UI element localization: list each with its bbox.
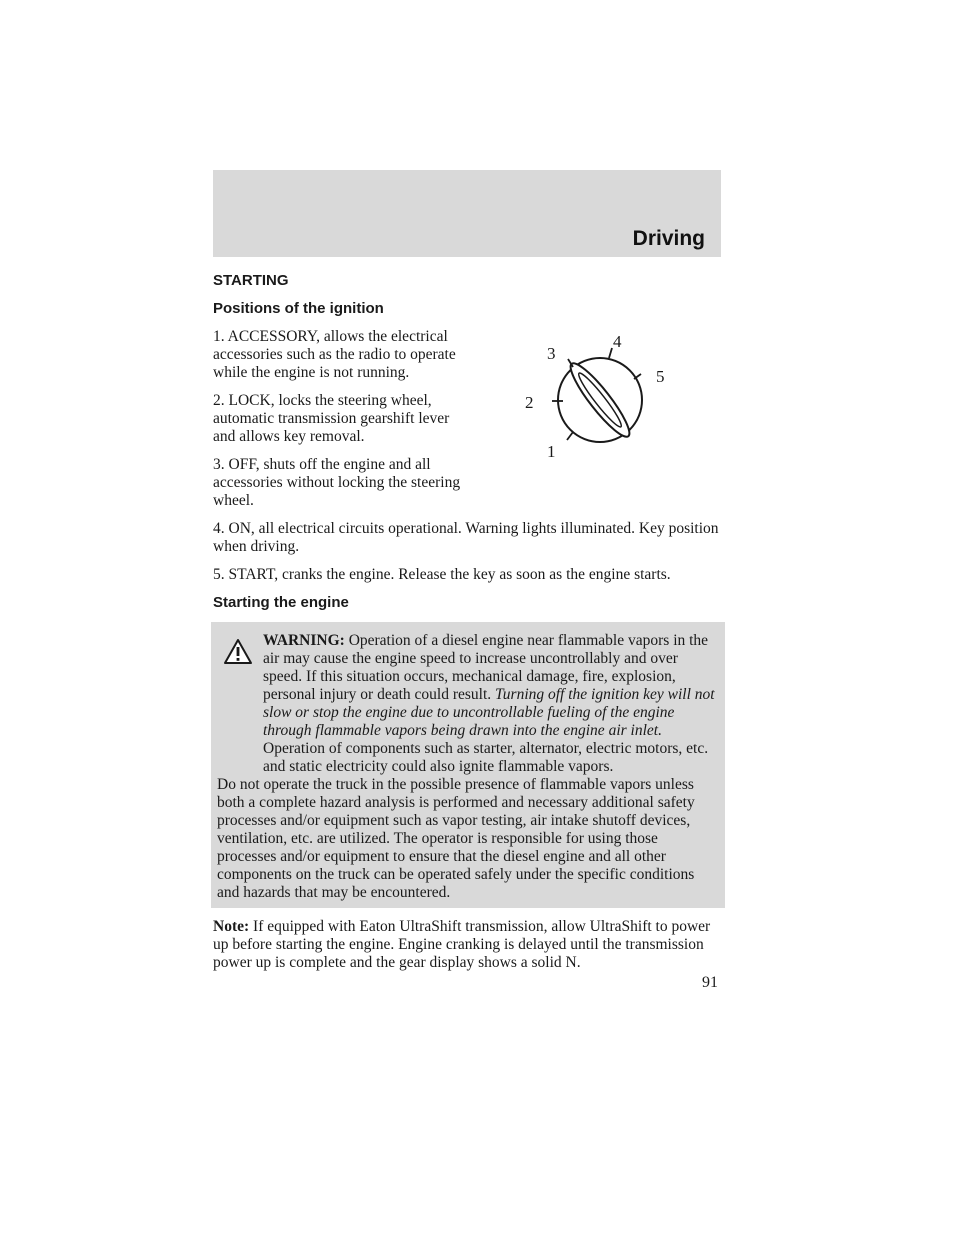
warning-paragraph <box>217 632 719 776</box>
position-item-4: 4. ON, all electrical circuits operational. Warning lights illuminated. Key position when driving. <box>213 520 719 555</box>
position-item-2: 2. LOCK, locks the steering wheel, automatic transmission gearshift lever and allows key removal. <box>213 392 450 445</box>
position-item-5: 5. START, cranks the engine. Release the key as soon as the engine starts. <box>213 566 671 583</box>
position-item-3: 3. OFF, shuts off the engine and all accessories without locking the steering wheel. <box>213 456 461 509</box>
diagram-label-3: 3 <box>547 344 556 363</box>
warning-triangle-icon <box>223 638 253 670</box>
tick-4 <box>609 348 612 358</box>
ignition-positions-heading: Positions of the ignition <box>213 300 384 317</box>
tick-1 <box>567 432 573 440</box>
warning-text-2: Operation of components such as starter, alternator, electric motors, etc. and static electricity could also ignite flammable vapors. <box>263 740 709 775</box>
warning-box <box>211 622 725 908</box>
warning-text-1: Operation of a diesel engine near flammable vapors in the air may cause the engine speed to increase uncontrollably and over speed. If this situation occurs, mechanical damage, fire, explosion, personal injury or death could result. <box>263 632 709 703</box>
position-item-1: 1. ACCESSORY, allows the electrical accessories such as the radio to operate while the engine is not running. <box>213 328 456 381</box>
warning-text-3: Do not operate the truck in the possible presence of flammable vapors unless both a complete hazard analysis is performed and necessary additional safety processes and/or equipment such as vapor testing, air intake shutoff devices, ventilation, etc. are utilized. The operator is responsible for using those processes and/or equipment to ensure that the diesel engine and all other components on the truck can be operated safely under the specific conditions and hazards that may be encountered. <box>217 776 695 901</box>
starting-engine-heading: Starting the engine <box>213 594 349 611</box>
diagram-label-2: 2 <box>525 393 534 412</box>
warning-text-italic: Turning off the ignition key will not slow or stop the engine due to uncontrollable fueling of the engine through flammable vapors being drawn into the engine air inlet. <box>263 686 715 739</box>
note-label: Note: <box>213 918 250 935</box>
page-number: 91 <box>702 974 718 991</box>
note-text: If equipped with Eaton UltraShift transmission, allow UltraShift to power up before starting the engine. Engine cranking is delayed until the transmission power up is complete and the gear display shows a solid N. <box>213 918 711 971</box>
warning-label: WARNING: <box>263 632 345 649</box>
diagram-label-4: 4 <box>613 332 622 351</box>
section-header-title: Driving <box>632 227 705 250</box>
ignition-diagram <box>505 325 685 475</box>
diagram-label-1: 1 <box>547 442 556 461</box>
ignition-cylinder <box>558 358 642 443</box>
header-band <box>213 170 721 257</box>
diagram-label-5: 5 <box>656 367 665 386</box>
note-paragraph <box>213 918 723 972</box>
section-title: STARTING <box>213 272 289 289</box>
